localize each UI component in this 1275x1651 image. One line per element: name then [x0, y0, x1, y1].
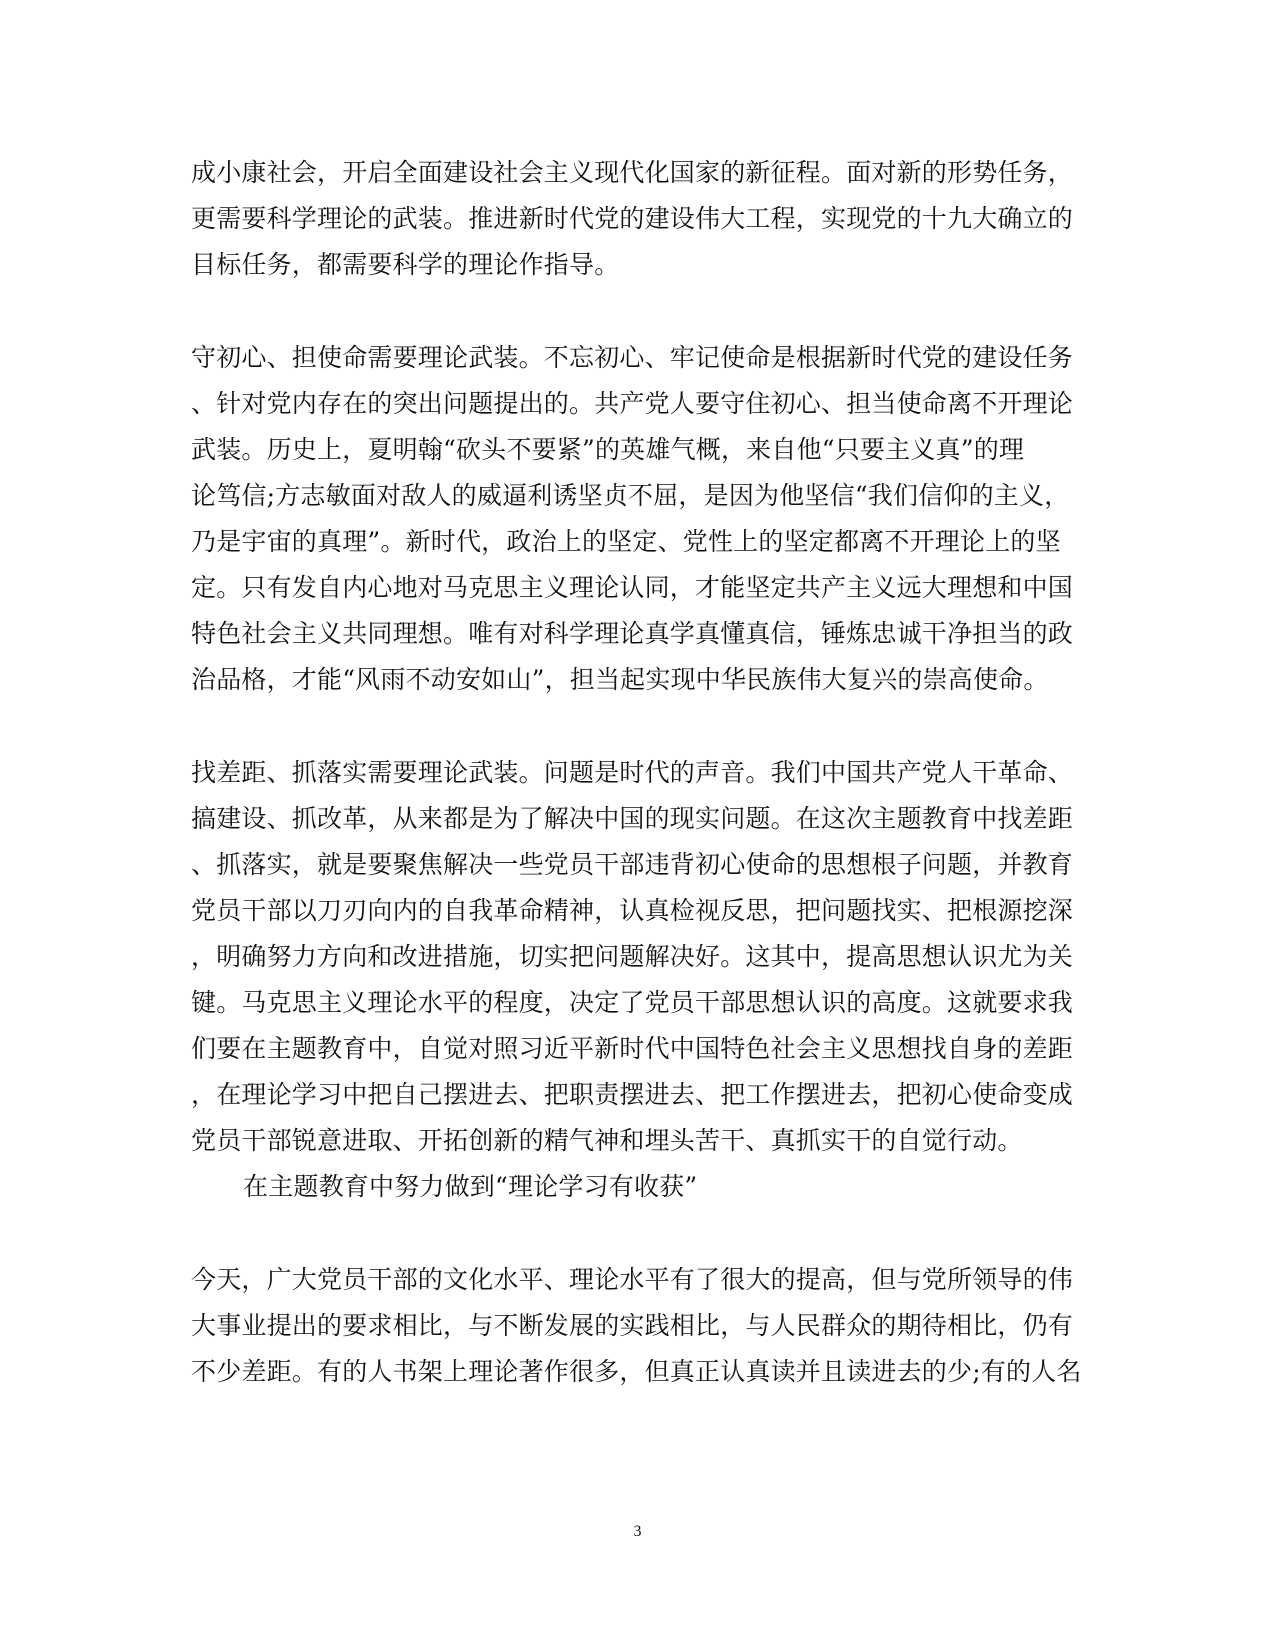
- paragraph-2-line-3: 武装。历史上，夏明翰“砍头不要紧”的英雄气概，来自他“只要主义真”的理: [191, 435, 1025, 464]
- paragraph-3-line-4: 党员干部以刀刃向内的自我革命精神，认真检视反思，把问题找实、把根源挖深: [191, 896, 1074, 925]
- paragraph-3-line-7: 们要在主题教育中，自觉对照习近平新时代中国特色社会主义思想找自身的差距: [191, 1034, 1074, 1063]
- paragraph-2-line-7: 特色社会主义共同理想。唯有对科学理论真学真懂真信，锤炼忠诚干净担当的政: [191, 619, 1074, 648]
- section-subheading: 在主题教育中努力做到“理论学习有收获”: [243, 1172, 698, 1201]
- paragraph-3-line-1: 找差距、抓落实需要理论武装。问题是时代的声音。我们中国共产党人干革命、: [191, 758, 1074, 787]
- paragraph-3-line-5: ，明确努力方向和改进措施，切实把问题解决好。这其中，提高思想认识尤为关: [191, 942, 1074, 971]
- page-number: 3: [633, 1523, 642, 1540]
- paragraph-2-line-1: 守初心、担使命需要理论武装。不忘初心、牢记使命是根据新时代党的建设任务: [191, 343, 1074, 372]
- paragraph-3-line-6: 键。马克思主义理论水平的程度，决定了党员干部思想认识的高度。这就要求我: [191, 988, 1074, 1017]
- paragraph-2-line-5: 乃是宇宙的真理”。新时代，政治上的坚定、党性上的坚定都离不开理论上的坚: [191, 527, 1061, 556]
- paragraph-2-line-2: 、针对党内存在的突出问题提出的。共产党人要守住初心、担当使命离不开理论: [191, 389, 1074, 418]
- paragraph-5-line-1: 今天，广大党员干部的文化水平、理论水平有了很大的提高，但与党所领导的伟: [191, 1265, 1074, 1294]
- paragraph-3-line-8: ，在理论学习中把自己摆进去、把职责摆进去、把工作摆进去，把初心使命变成: [191, 1080, 1074, 1109]
- paragraph-3-line-3: 、抓落实，就是要聚焦解决一些党员干部违背初心使命的思想根子问题，并教育: [191, 850, 1074, 879]
- paragraph-3-line-9: 党员干部锐意进取、开拓创新的精气神和埋头苦干、真抓实干的自觉行动。: [191, 1126, 1023, 1155]
- paragraph-5-line-2: 大事业提出的要求相比，与不断发展的实践相比，与人民群众的期待相比，仍有: [191, 1311, 1074, 1340]
- paragraph-1-line-2: 更需要科学理论的武装。推进新时代党的建设伟大工程，实现党的十九大确立的: [191, 204, 1074, 233]
- paragraph-1-line-1: 成小康社会，开启全面建设社会主义现代化国家的新征程。面对新的形势任务，: [191, 158, 1074, 187]
- paragraph-2-line-6: 定。只有发自内心地对马克思主义理论认同，才能坚定共产主义远大理想和中国: [191, 573, 1074, 602]
- paragraph-2-line-4: 论笃信;方志敏面对敌人的威逼利诱坚贞不屈，是因为他坚信“我们信仰的主义，: [191, 481, 1070, 510]
- paragraph-2-line-8: 治品格，才能“风雨不动安如山”，担当起实现中华民族伟大复兴的崇高使命。: [191, 665, 1049, 694]
- paragraph-5-line-3: 不少差距。有的人书架上理论著作很多，但真正认真读并且读进去的少;有的人名: [191, 1357, 1082, 1386]
- paragraph-1-line-3: 目标任务，都需要科学的理论作指导。: [191, 250, 620, 279]
- paragraph-3-line-2: 搞建设、抓改革，从来都是为了解决中国的现实问题。在这次主题教育中找差距: [191, 804, 1074, 833]
